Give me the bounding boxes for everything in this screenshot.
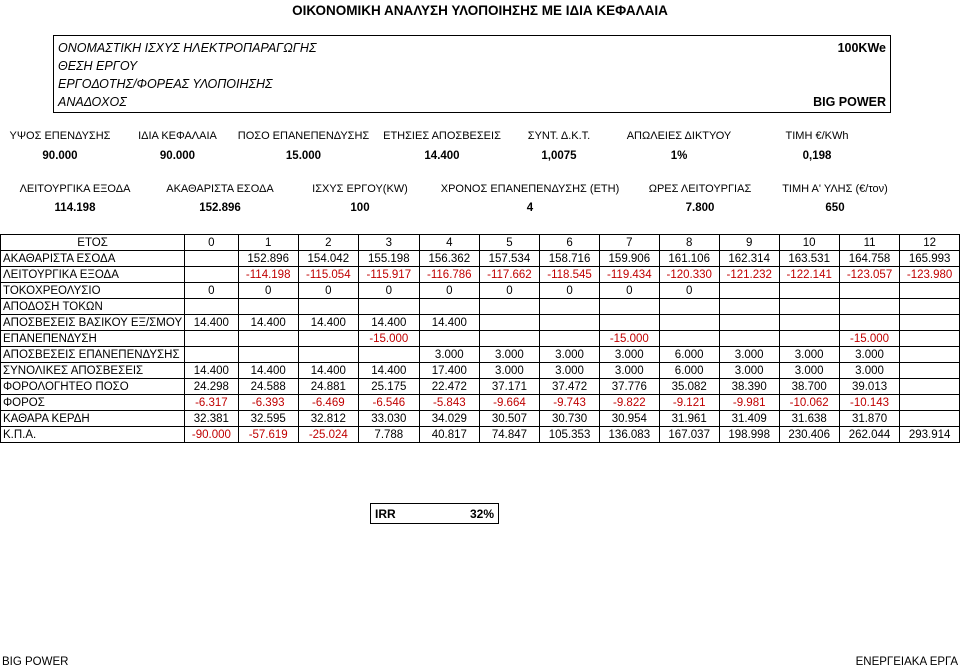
table-cell bbox=[185, 299, 239, 315]
table-row bbox=[1, 411, 960, 427]
year-label: ΕΤΟΣ bbox=[1, 235, 185, 251]
table-cell: 3.000 bbox=[779, 347, 839, 363]
table-cell bbox=[719, 331, 779, 347]
irr-box bbox=[370, 503, 499, 524]
footer-left: BIG POWER bbox=[2, 656, 69, 668]
table-cell: 40.817 bbox=[419, 427, 479, 443]
param2-header: ΧΡΟΝΟΣ ΕΠΑΝΕΠΕΝΔΥΣΗΣ (ΕΤΗ) bbox=[440, 183, 620, 195]
table-cell: 14.400 bbox=[185, 363, 239, 379]
table-cell: 158.716 bbox=[540, 251, 600, 267]
param1-value: 14.400 bbox=[424, 150, 460, 162]
table-cell bbox=[659, 299, 719, 315]
table-cell: 0 bbox=[185, 283, 239, 299]
table-cell: 163.531 bbox=[779, 251, 839, 267]
table-cell: 154.042 bbox=[298, 251, 358, 267]
year-cell: 12 bbox=[900, 235, 960, 251]
table-cell bbox=[659, 315, 719, 331]
table-cell: -123.980 bbox=[900, 267, 960, 283]
table-cell bbox=[238, 299, 298, 315]
table-cell bbox=[479, 315, 539, 331]
table-cell bbox=[900, 379, 960, 395]
table-cell bbox=[185, 251, 239, 267]
table-row bbox=[1, 299, 960, 315]
param2-header: ΛΕΙΤΟΥΡΓΙΚΑ ΕΞΟΔΑ bbox=[19, 183, 131, 195]
table-cell: 0 bbox=[540, 283, 600, 299]
year-cell: 11 bbox=[839, 235, 899, 251]
table-cell: -6.393 bbox=[238, 395, 298, 411]
table-cell bbox=[358, 347, 419, 363]
table-cell: -15.000 bbox=[839, 331, 899, 347]
year-cell: 2 bbox=[298, 235, 358, 251]
year-cell: 6 bbox=[540, 235, 600, 251]
table-cell: -117.662 bbox=[479, 267, 539, 283]
table-row bbox=[1, 379, 960, 395]
table-cell: 14.400 bbox=[238, 363, 298, 379]
table-cell: -25.024 bbox=[298, 427, 358, 443]
table-row bbox=[1, 267, 960, 283]
table-cell bbox=[540, 299, 600, 315]
table-cell: 155.198 bbox=[358, 251, 419, 267]
table-cell: 3.000 bbox=[719, 347, 779, 363]
table-cell bbox=[600, 315, 659, 331]
table-cell: 14.400 bbox=[358, 363, 419, 379]
contractor-label: ΑΝΑΔΟΧΟΣ bbox=[58, 95, 127, 109]
table-cell: 161.106 bbox=[659, 251, 719, 267]
table-row bbox=[1, 395, 960, 411]
year-cell: 10 bbox=[779, 235, 839, 251]
table-cell: -6.469 bbox=[298, 395, 358, 411]
table-cell: 32.381 bbox=[185, 411, 239, 427]
year-cell: 1 bbox=[238, 235, 298, 251]
table-cell: 3.000 bbox=[600, 347, 659, 363]
table-cell: 0 bbox=[600, 283, 659, 299]
table-body bbox=[1, 235, 960, 443]
param1-value: 1,0075 bbox=[541, 150, 577, 162]
table-cell: 262.044 bbox=[839, 427, 899, 443]
table-cell: -120.330 bbox=[659, 267, 719, 283]
project-info-box bbox=[53, 35, 891, 113]
table-cell: 3.000 bbox=[779, 363, 839, 379]
table-cell: -57.619 bbox=[238, 427, 298, 443]
table-cell bbox=[779, 331, 839, 347]
table-cell: 30.730 bbox=[540, 411, 600, 427]
table-cell: 3.000 bbox=[419, 347, 479, 363]
row-label: Κ.Π.Α. bbox=[1, 427, 185, 443]
owner-label: ΕΡΓΟΔΟΤΗΣ/ΦΟΡΕΑΣ ΥΛΟΠΟΙΗΣΗΣ bbox=[58, 77, 273, 91]
table-cell: -118.545 bbox=[540, 267, 600, 283]
nominal-power-value: 100KWe bbox=[837, 41, 886, 55]
table-cell: -9.664 bbox=[479, 395, 539, 411]
table-cell: 38.700 bbox=[779, 379, 839, 395]
table-cell: -9.121 bbox=[659, 395, 719, 411]
param1-header: ΠΟΣΟ ΕΠΑΝΕΠΕΝΔΥΣΗΣ bbox=[237, 130, 370, 142]
table-cell: 165.993 bbox=[900, 251, 960, 267]
table-cell bbox=[839, 283, 899, 299]
table-cell: 14.400 bbox=[298, 363, 358, 379]
table-cell: 0 bbox=[298, 283, 358, 299]
table-cell: 33.030 bbox=[358, 411, 419, 427]
table-cell: 136.083 bbox=[600, 427, 659, 443]
table-cell bbox=[600, 299, 659, 315]
table-cell bbox=[900, 363, 960, 379]
param1-value: 1% bbox=[670, 150, 688, 162]
table-cell: 6.000 bbox=[659, 363, 719, 379]
table-cell bbox=[298, 347, 358, 363]
table-cell bbox=[659, 331, 719, 347]
table-cell: 0 bbox=[358, 283, 419, 299]
table-cell bbox=[238, 331, 298, 347]
param1-header: ΑΠΩΛΕΙΕΣ ΔΙΚΤΥΟΥ bbox=[626, 130, 732, 142]
row-label: ΑΚΑΘΑΡΙΣΤΑ ΕΣΟΔΑ bbox=[1, 251, 185, 267]
table-cell: 14.400 bbox=[358, 315, 419, 331]
param1-header: ΣΥΝΤ. Δ.Κ.Τ. bbox=[527, 130, 591, 142]
footer-right: ΕΝΕΡΓΕΙΑΚΑ ΕΡΓΑ bbox=[855, 656, 958, 668]
table-cell: 3.000 bbox=[479, 347, 539, 363]
table-row bbox=[1, 331, 960, 347]
table-cell bbox=[540, 331, 600, 347]
param2-header: ΑΚΑΘΑΡΙΣΤΑ ΕΣΟΔΑ bbox=[166, 183, 274, 195]
table-cell: 164.758 bbox=[839, 251, 899, 267]
table-cell: 14.400 bbox=[298, 315, 358, 331]
year-cell: 0 bbox=[185, 235, 239, 251]
table-cell: 162.314 bbox=[719, 251, 779, 267]
table-cell: -122.141 bbox=[779, 267, 839, 283]
table-cell: 3.000 bbox=[839, 363, 899, 379]
table-cell: 37.171 bbox=[479, 379, 539, 395]
param1-value: 90.000 bbox=[42, 150, 78, 162]
table-cell: 37.776 bbox=[600, 379, 659, 395]
param1-value: 15.000 bbox=[285, 150, 322, 162]
table-row bbox=[1, 283, 960, 299]
table-cell bbox=[419, 299, 479, 315]
row-label: ΛΕΙΤΟΥΡΓΙΚΑ ΕΞΟΔΑ bbox=[1, 267, 185, 283]
table-cell: 30.954 bbox=[600, 411, 659, 427]
table-cell bbox=[900, 395, 960, 411]
table-cell: 6.000 bbox=[659, 347, 719, 363]
row-label: ΑΠΟΣΒΕΣΕΙΣ ΕΠΑΝΕΠΕΝΔΥΣΗΣ bbox=[1, 347, 185, 363]
table-cell: 198.998 bbox=[719, 427, 779, 443]
table-cell: 157.534 bbox=[479, 251, 539, 267]
table-cell: 31.961 bbox=[659, 411, 719, 427]
table-cell: 31.870 bbox=[839, 411, 899, 427]
table-cell bbox=[779, 315, 839, 331]
row-label: ΦΟΡΟΛΟΓΗΤΕΟ ΠΟΣΟ bbox=[1, 379, 185, 395]
row-label: ΦΟΡΟΣ bbox=[1, 395, 185, 411]
table-cell: 0 bbox=[419, 283, 479, 299]
table-row bbox=[1, 347, 960, 363]
table-cell bbox=[900, 315, 960, 331]
param2-value: 100 bbox=[350, 202, 370, 214]
table-cell: 14.400 bbox=[419, 315, 479, 331]
table-cell bbox=[900, 411, 960, 427]
table-cell: -115.054 bbox=[298, 267, 358, 283]
table-cell: 38.390 bbox=[719, 379, 779, 395]
year-cell: 7 bbox=[600, 235, 659, 251]
location-label: ΘΕΣΗ ΕΡΓΟΥ bbox=[58, 59, 138, 73]
table-cell bbox=[779, 299, 839, 315]
table-cell: 3.000 bbox=[600, 363, 659, 379]
table-cell: 30.507 bbox=[479, 411, 539, 427]
table-cell bbox=[779, 283, 839, 299]
param1-value: 0,198 bbox=[802, 150, 832, 162]
year-cell: 4 bbox=[419, 235, 479, 251]
param2-header: ΙΣΧΥΣ ΕΡΓΟΥ(KW) bbox=[312, 183, 408, 195]
table-cell: 14.400 bbox=[185, 315, 239, 331]
table-cell: 39.013 bbox=[839, 379, 899, 395]
year-header-row bbox=[1, 235, 960, 251]
table-cell: -5.843 bbox=[419, 395, 479, 411]
table-cell: 167.037 bbox=[659, 427, 719, 443]
year-cell: 8 bbox=[659, 235, 719, 251]
table-cell: 3.000 bbox=[540, 347, 600, 363]
year-cell: 5 bbox=[479, 235, 539, 251]
table-cell: 25.175 bbox=[358, 379, 419, 395]
table-cell: 34.029 bbox=[419, 411, 479, 427]
table-cell: 24.588 bbox=[238, 379, 298, 395]
irr-value: 32% bbox=[469, 507, 494, 521]
table-cell: -6.546 bbox=[358, 395, 419, 411]
cashflow-table bbox=[0, 234, 960, 443]
table-cell: 32.595 bbox=[238, 411, 298, 427]
table-cell bbox=[185, 267, 239, 283]
table-cell: -123.057 bbox=[839, 267, 899, 283]
table-cell: -90.000 bbox=[185, 427, 239, 443]
param1-header: ΙΔΙΑ ΚΕΦΑΛΑΙΑ bbox=[138, 130, 217, 142]
param2-header: ΩΡΕΣ ΛΕΙΤΟΥΡΓΙΑΣ bbox=[648, 183, 752, 195]
table-cell bbox=[298, 299, 358, 315]
param2-value: 4 bbox=[526, 202, 534, 214]
table-cell: 14.400 bbox=[238, 315, 298, 331]
table-cell: 35.082 bbox=[659, 379, 719, 395]
param2-value: 650 bbox=[825, 202, 845, 214]
param1-value: 90.000 bbox=[159, 150, 196, 162]
table-row bbox=[1, 427, 960, 443]
table-cell: 3.000 bbox=[540, 363, 600, 379]
table-cell: 3.000 bbox=[719, 363, 779, 379]
table-cell bbox=[839, 315, 899, 331]
table-cell: 74.847 bbox=[479, 427, 539, 443]
table-cell: 7.788 bbox=[358, 427, 419, 443]
table-cell: -116.786 bbox=[419, 267, 479, 283]
table-cell bbox=[185, 331, 239, 347]
row-label: ΣΥΝΟΛΙΚΕΣ ΑΠΟΣΒΕΣΕΙΣ bbox=[1, 363, 185, 379]
table-row bbox=[1, 251, 960, 267]
table-cell: 24.298 bbox=[185, 379, 239, 395]
table-cell bbox=[298, 331, 358, 347]
table-cell: -6.317 bbox=[185, 395, 239, 411]
table-row bbox=[1, 315, 960, 331]
row-label: ΑΠΟΔΟΣΗ ΤΟΚΩΝ bbox=[1, 299, 185, 315]
table-cell: 156.362 bbox=[419, 251, 479, 267]
table-cell: -121.232 bbox=[719, 267, 779, 283]
table-cell: 0 bbox=[479, 283, 539, 299]
row-label: ΚΑΘΑΡΑ ΚΕΡΔΗ bbox=[1, 411, 185, 427]
table-cell bbox=[900, 283, 960, 299]
param2-value: 7.800 bbox=[685, 202, 715, 214]
table-cell bbox=[479, 331, 539, 347]
table-cell bbox=[719, 315, 779, 331]
table-cell: 37.472 bbox=[540, 379, 600, 395]
table-cell: 159.906 bbox=[600, 251, 659, 267]
table-cell: 293.914 bbox=[900, 427, 960, 443]
table-cell: 0 bbox=[659, 283, 719, 299]
table-cell: -15.000 bbox=[600, 331, 659, 347]
table-cell: -119.434 bbox=[600, 267, 659, 283]
row-label: ΑΠΟΣΒΕΣΕΙΣ ΒΑΣΙΚΟΥ ΕΞ/ΣΜΟΥ bbox=[1, 315, 185, 331]
table-cell bbox=[540, 315, 600, 331]
table-cell: -10.062 bbox=[779, 395, 839, 411]
table-cell: -115.917 bbox=[358, 267, 419, 283]
table-row bbox=[1, 363, 960, 379]
table-cell: 0 bbox=[238, 283, 298, 299]
table-cell: 32.812 bbox=[298, 411, 358, 427]
param1-header: ΥΨΟΣ ΕΠΕΝΔΥΣΗΣ bbox=[9, 130, 111, 142]
table-cell: 31.409 bbox=[719, 411, 779, 427]
table-cell: 3.000 bbox=[479, 363, 539, 379]
table-cell bbox=[900, 347, 960, 363]
table-cell bbox=[358, 299, 419, 315]
table-cell: 24.881 bbox=[298, 379, 358, 395]
param2-value: 152.896 bbox=[199, 202, 241, 214]
table-cell: 22.472 bbox=[419, 379, 479, 395]
row-label: ΤΟΚΟΧΡΕΟΛΥΣΙΟ bbox=[1, 283, 185, 299]
table-cell bbox=[719, 299, 779, 315]
table-cell: -9.822 bbox=[600, 395, 659, 411]
contractor-value: BIG POWER bbox=[813, 95, 886, 109]
table-cell: -114.198 bbox=[238, 267, 298, 283]
table-cell bbox=[419, 331, 479, 347]
table-cell bbox=[900, 299, 960, 315]
table-cell bbox=[839, 299, 899, 315]
table-cell: -10.143 bbox=[839, 395, 899, 411]
param1-header: ΤΙΜΗ €/KWh bbox=[785, 130, 849, 142]
param2-value: 114.198 bbox=[54, 202, 96, 214]
table-cell bbox=[238, 347, 298, 363]
year-cell: 3 bbox=[358, 235, 419, 251]
table-cell: 17.400 bbox=[419, 363, 479, 379]
page-title: ΟΙΚΟΝΟΜΙΚΗ ΑΝΑΛΥΣΗ ΥΛΟΠΟΙΗΣΗΣ ΜΕ ΙΔΙΑ ΚΕΦΑΛΑΙΑ bbox=[292, 3, 668, 18]
table-cell: 230.406 bbox=[779, 427, 839, 443]
table-cell bbox=[900, 331, 960, 347]
table-cell: 3.000 bbox=[839, 347, 899, 363]
table-cell: -9.981 bbox=[719, 395, 779, 411]
param2-header: ΤΙΜΗ Α' ΥΛΗΣ (€/τον) bbox=[782, 183, 888, 195]
nominal-power-label: ΟΝΟΜΑΣΤΙΚΗ ΙΣΧΥΣ ΗΛΕΚΤΡΟΠΑΡΑΓΩΓΗΣ bbox=[58, 41, 317, 55]
param1-header: ΕΤΗΣΙΕΣ ΑΠΟΣΒΕΣΕΙΣ bbox=[383, 130, 501, 142]
table-cell: 152.896 bbox=[238, 251, 298, 267]
irr-label: IRR bbox=[375, 507, 396, 521]
table-cell: 105.353 bbox=[540, 427, 600, 443]
table-cell: 31.638 bbox=[779, 411, 839, 427]
year-cell: 9 bbox=[719, 235, 779, 251]
table-cell bbox=[185, 347, 239, 363]
table-cell: -15.000 bbox=[358, 331, 419, 347]
table-cell: -9.743 bbox=[540, 395, 600, 411]
row-label: ΕΠΑΝΕΠΕΝΔΥΣΗ bbox=[1, 331, 185, 347]
table-cell bbox=[719, 283, 779, 299]
table-cell bbox=[479, 299, 539, 315]
